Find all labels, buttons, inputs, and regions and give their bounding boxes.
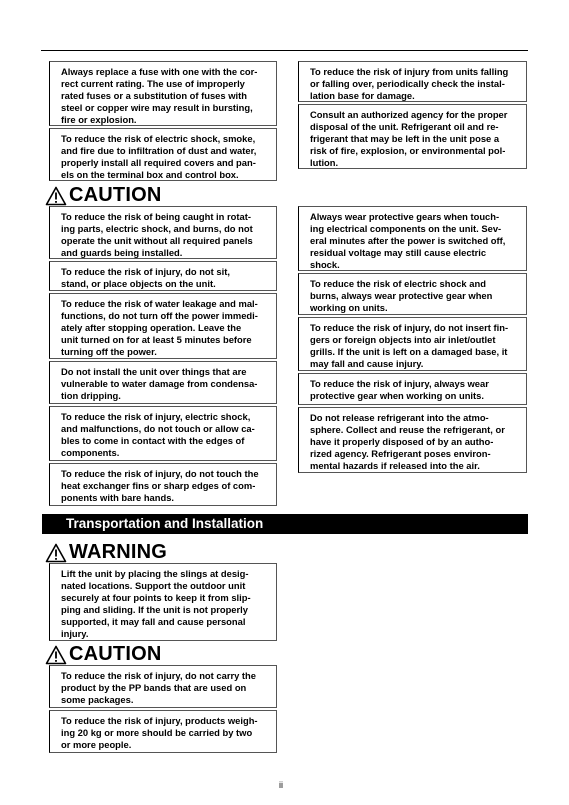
notice-box (298, 61, 527, 102)
warning-text: Lift the unit by placing the slings at desig- nated locations. Support the outdoor unit securely at four points to keep it from slip- ping and sliding. If the unit is not properly supported, it may fall and cause personal injury. (61, 568, 251, 639)
warning-triangle-icon (45, 186, 67, 206)
caution-box (49, 261, 277, 291)
notice-box (298, 104, 527, 169)
section-title: Transportation and Installation (66, 516, 264, 531)
caution-text: To reduce the risk of being caught in rotat- ing parts, electric shock, and burns, do not operate the unit without all required panels and guards being installed. (61, 211, 253, 258)
caution-heading (45, 643, 162, 666)
page-number: ii (279, 780, 283, 790)
notice-box (49, 61, 277, 126)
caution-text: Do not install the unit over things that are vulnerable to water damage from condensa- tion dripping. (61, 366, 258, 401)
caution-text: To reduce the risk of water leakage and mal- functions, do not turn off the power immedi- ately after stopping operation. Leave the unit turned on for at least 5 minutes before turning off the power. (61, 298, 258, 357)
caution-text: Always wear protective gears when touch- ing electrical components on the unit. Sev- eral minutes after the power is switched off, residual voltage may still cause electric shock. (310, 211, 506, 270)
caution-box (49, 463, 277, 506)
notice-box (49, 128, 277, 181)
caution-box (298, 373, 527, 405)
caution-text: Do not release refrigerant into the atmo- sphere. Collect and reuse the refrigerant, or have it properly disposed of by an autho- rized agency. Refrigerant poses environ- mental hazards if released into the air. (310, 412, 505, 471)
caution-text: To reduce the risk of electric shock and burns, always wear protective gear when working on units. (310, 278, 493, 313)
caution-box (298, 407, 527, 473)
caution-box (298, 206, 527, 271)
notice-text: Consult an authorized agency for the proper disposal of the unit. Refrigerant oil and re- frigerant that may be left in the unit pose a risk of fire, explosion, or environmental pol- lution. (310, 109, 508, 168)
caution-box (49, 710, 277, 753)
caution-box (298, 273, 527, 315)
caution-box (49, 406, 277, 461)
caution-box (49, 293, 277, 359)
notice-text: Always replace a fuse with one with the cor- rect current rating. The use of improperly rated fuses or a substitution of fuses with steel or copper wire may result in bursting, fire or explosion. (61, 66, 258, 125)
caution-text: To reduce the risk of injury, do not carry the product by the PP bands that are used on some packages. (61, 670, 256, 705)
caution-text: To reduce the risk of injury, always wear protective gear when working on units. (310, 378, 489, 401)
section-title-bar (42, 514, 528, 534)
caution-text: To reduce the risk of injury, products weigh- ing 20 kg or more should be carried by two or more people. (61, 715, 258, 750)
caution-text: To reduce the risk of injury, do not insert fin- gers or foreign objects into air inlet/outlet grills. If the unit is left on a damaged base, it may fall and cause injury. (310, 322, 509, 369)
warning-heading-text: WARNING (69, 541, 168, 563)
caution-heading-text: CAUTION (69, 643, 162, 665)
top-rule (41, 50, 528, 51)
warning-triangle-icon (45, 645, 67, 665)
caution-box (49, 665, 277, 708)
caution-box (298, 317, 527, 371)
caution-text: To reduce the risk of injury, do not sit, stand, or place objects on the unit. (61, 266, 230, 289)
caution-heading (45, 184, 162, 207)
notice-text: To reduce the risk of electric shock, smoke, and fire due to infiltration of dust and water, properly install all required covers and pan- els on the terminal box and control box. (61, 133, 257, 180)
caution-heading-text: CAUTION (69, 184, 162, 206)
caution-text: To reduce the risk of injury, electric shock, and malfunctions, do not touch or allow ca- bles to come in contact with the edges of components. (61, 411, 255, 458)
caution-box (49, 206, 277, 259)
notice-text: To reduce the risk of injury from units falling or falling over, periodically check the instal- lation base for damage. (310, 66, 509, 101)
warning-triangle-icon (45, 543, 67, 563)
warning-heading (45, 541, 167, 564)
caution-text: To reduce the risk of injury, do not touch the heat exchanger fins or sharp edges of com- ponents with bare hands. (61, 468, 259, 503)
warning-box (49, 563, 277, 641)
caution-box (49, 361, 277, 404)
